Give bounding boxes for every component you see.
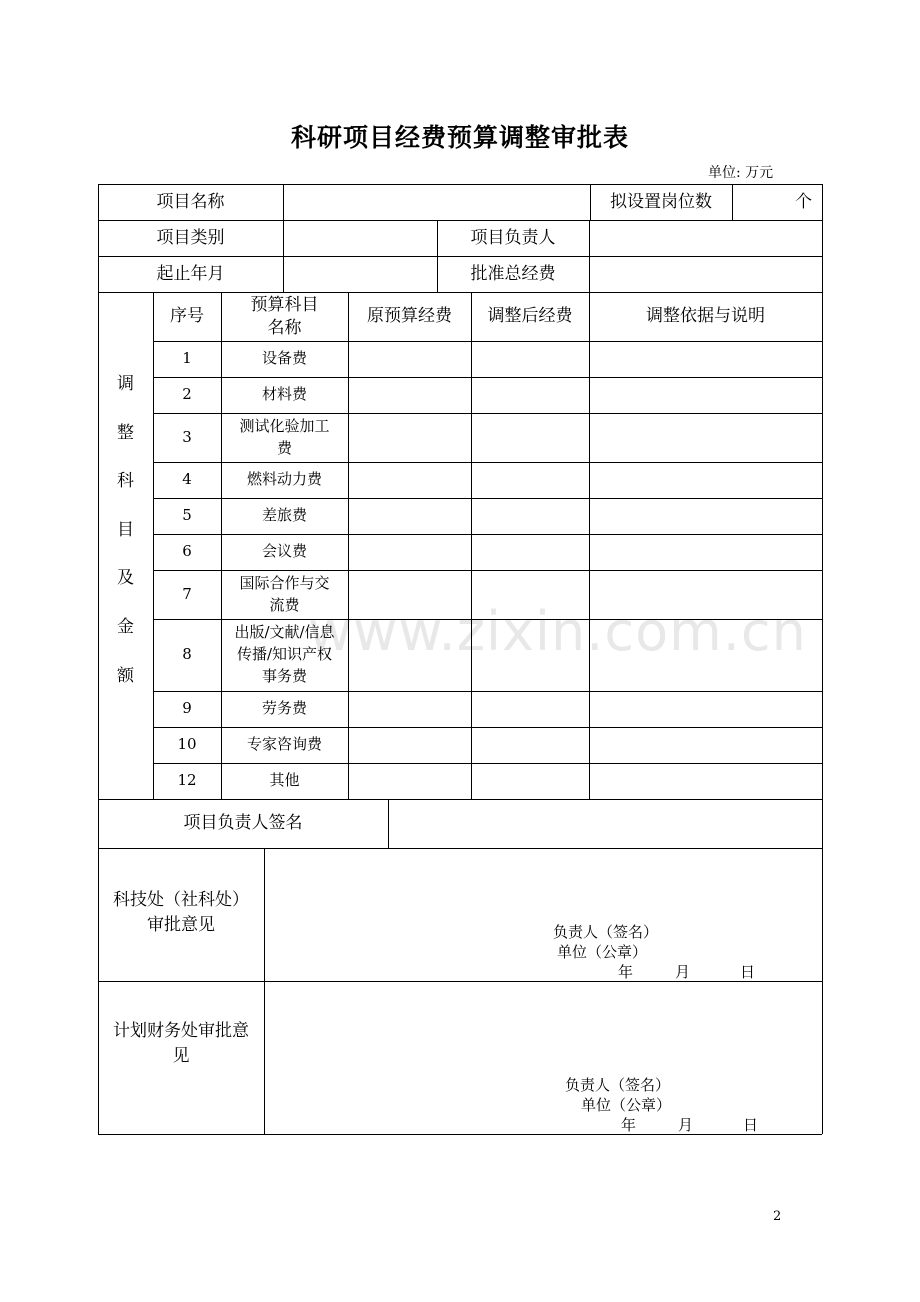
approved-total-field[interactable] — [590, 257, 822, 292]
project-type-field[interactable] — [284, 221, 437, 256]
col-header-adjusted: 调整后经费 — [487, 306, 573, 327]
row-subject: 差旅费 — [261, 506, 307, 525]
sci-office-day: 日 — [740, 963, 756, 981]
col-header-no: 序号 — [170, 306, 204, 327]
row-number: 7 — [182, 584, 192, 603]
sci-office-year: 年 — [618, 963, 634, 981]
row-subject: 劳务费 — [261, 699, 307, 718]
watermark: www.zixin.com.cn — [308, 600, 807, 663]
positions-label: 拟设置岗位数 — [610, 191, 712, 212]
row-subject: 燃料动力费 — [246, 470, 322, 489]
finance-office-day: 日 — [743, 1116, 759, 1134]
row-number: 8 — [182, 645, 192, 664]
project-name-label: 项目名称 — [156, 191, 225, 212]
leader-signature-label: 项目负责人签名 — [183, 813, 303, 834]
leader-signature-field[interactable] — [389, 800, 822, 848]
row-subject: 出版/文献/信息 传播/知识产权 事务费 — [234, 623, 335, 685]
row-subject: 测试化验加工 费 — [239, 416, 330, 457]
project-name-field[interactable] — [284, 185, 590, 220]
sci-office-approval-label: 科技处（社科处） 审批意见 — [113, 889, 249, 935]
row-number: 4 — [182, 470, 192, 489]
positions-field[interactable] — [733, 184, 822, 220]
finance-office-year: 年 — [621, 1116, 637, 1134]
page-number: 2 — [773, 1209, 782, 1224]
period-field[interactable] — [284, 257, 437, 292]
finance-office-approval-label: 计划财务处审批意 见 — [113, 1020, 249, 1066]
page-title: 科研项目经费预算调整审批表 — [290, 123, 629, 152]
project-type-label: 项目类别 — [156, 227, 225, 248]
sci-office-month: 月 — [675, 963, 691, 981]
row-subject: 其他 — [269, 771, 300, 790]
col-header-original: 原预算经费 — [367, 306, 452, 327]
finance-office-seal: 单位（公章） — [581, 1096, 672, 1114]
project-leader-field[interactable] — [590, 221, 822, 256]
project-leader-label: 项目负责人 — [470, 227, 556, 248]
positions-unit: 个 — [795, 191, 812, 212]
finance-office-month: 月 — [678, 1116, 694, 1134]
row-number: 1 — [182, 349, 192, 368]
unit-label: 单位: 万元 — [708, 165, 774, 181]
row-number: 10 — [177, 735, 197, 754]
section-label-adjust-items: 调 整 科 目 及 金 额 — [117, 374, 134, 686]
row-number: 12 — [177, 771, 197, 790]
col-header-subject: 预算科目 名称 — [250, 295, 319, 338]
row-subject: 设备费 — [261, 349, 307, 368]
row-number: 2 — [182, 385, 192, 404]
approved-total-label: 批准总经费 — [470, 263, 556, 284]
row-subject: 专家咨询费 — [246, 735, 322, 754]
period-label: 起止年月 — [156, 263, 225, 284]
sci-office-seal: 单位（公章） — [557, 943, 648, 961]
row-subject: 国际合作与交 流费 — [239, 573, 330, 614]
row-subject: 材料费 — [261, 385, 307, 404]
col-header-reason: 调整依据与说明 — [646, 306, 765, 327]
row-number: 9 — [182, 699, 192, 718]
sci-office-signer: 负责人（签名） — [553, 923, 659, 941]
finance-office-signer: 负责人（签名） — [565, 1076, 671, 1094]
row-number: 6 — [182, 542, 192, 561]
row-number: 5 — [182, 506, 192, 525]
row-subject: 会议费 — [261, 542, 307, 561]
row-number: 3 — [182, 427, 192, 446]
